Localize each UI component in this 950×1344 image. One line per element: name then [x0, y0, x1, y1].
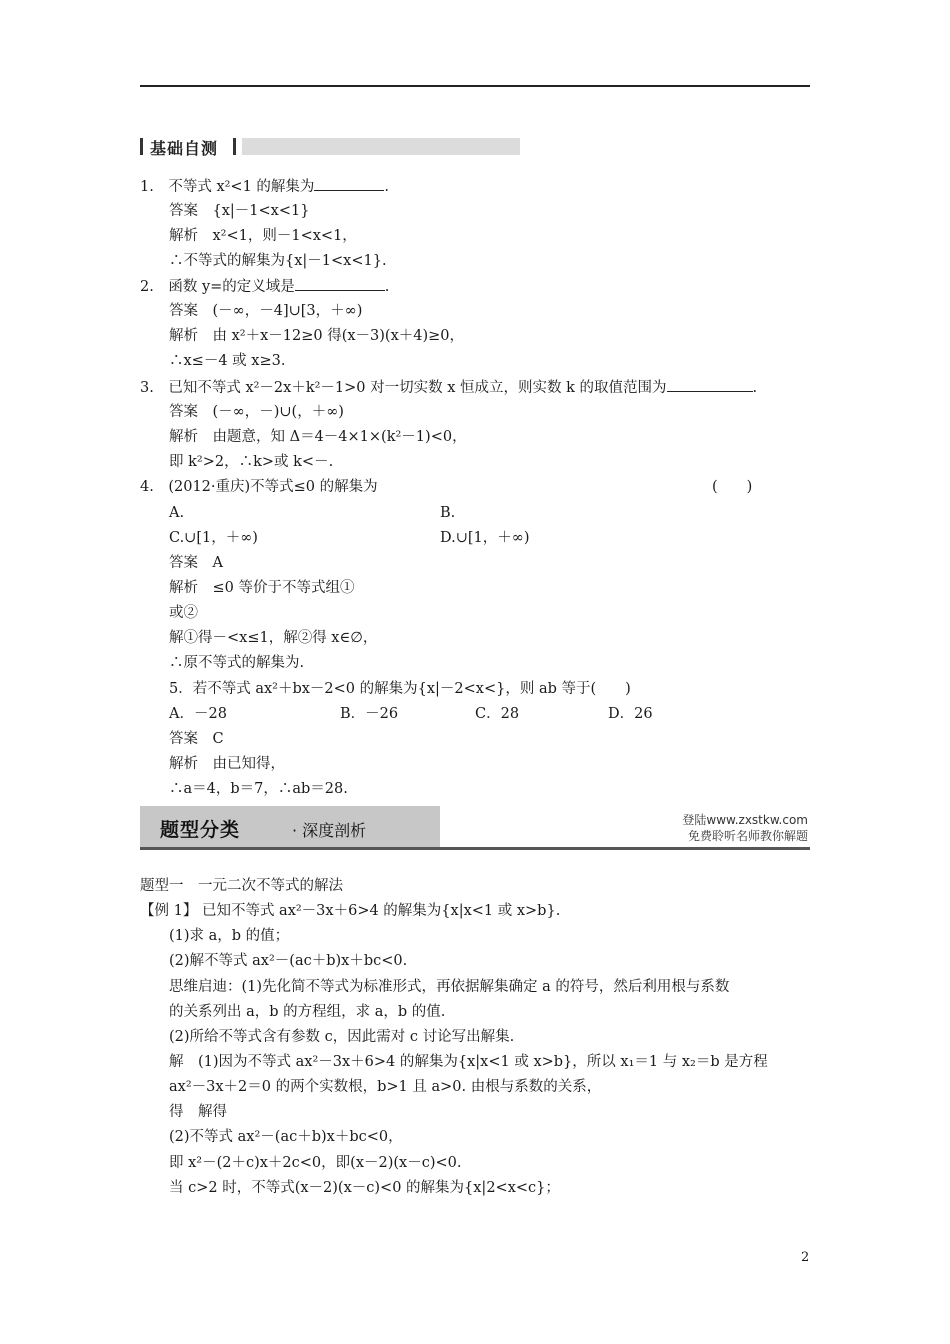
text-line: ∴x≤－4 或 x≥3.: [140, 353, 286, 369]
text-line: 得 解得: [140, 1104, 227, 1120]
option-b: B.: [440, 505, 456, 521]
banner-ad-url: 登陆www.zxstkw.com: [682, 813, 808, 827]
section-header-basic-self-test: [140, 137, 520, 156]
text-line: 2. 函数 y=的定义域是 .: [140, 279, 390, 295]
text-line: 思维启迪：(1)先化简不等式为标准形式，再依据解集确定 a 的符号，然后利用根与系数: [140, 979, 730, 995]
text-line: (2)不等式 ax²－(ac＋b)x＋bc<0，: [140, 1129, 403, 1145]
text-line: 解 (1)因为不等式 ax²－3x＋6>4 的解集为{x|x<1 或 x>b}，所以 x₁＝1 与 x₂＝b 是方程: [140, 1054, 768, 1070]
text-line: 答案 (－∞，－)∪(，＋∞): [140, 404, 344, 420]
answer-paren: ( ): [712, 479, 753, 495]
text-line: 即 x²－(2＋c)x＋2c<0，即(x－2)(x－c)<0.: [140, 1155, 462, 1171]
text-line: 答案 {x|－1<x<1}: [140, 203, 310, 219]
text-line: 解析 由题意，知 Δ＝4－4×1×(k²－1)<0，: [140, 429, 467, 445]
fill-blank: [295, 277, 385, 291]
header-bar-left: [140, 138, 143, 155]
banner-ad-tagline: 免费聆听名师教你解题: [687, 829, 808, 843]
section-title: 基础自测: [150, 139, 219, 158]
section-banner: [140, 806, 810, 851]
text-line: 答案 A: [140, 555, 223, 571]
text-line: ∴a＝4，b＝7，∴ab＝28.: [140, 781, 348, 797]
subsection-title: 题型一 一元二次不等式的解法: [140, 878, 343, 894]
text-line: 答案 C: [140, 731, 224, 747]
text-line: ax²－3x＋2＝0 的两个实数根，b>1 且 a>0. 由根与系数的关系，: [140, 1079, 602, 1095]
option-b: B．－26: [340, 706, 399, 722]
option-a: A.: [140, 505, 185, 521]
fill-blank: [314, 177, 384, 191]
page-number: 2: [801, 1250, 810, 1265]
header-bar-right: [233, 138, 236, 155]
text-line: 即 k²>2，∴k>或 k<－.: [140, 454, 334, 470]
option-d: D.∪[1，＋∞): [440, 530, 530, 546]
top-rule: [140, 85, 810, 87]
fill-blank: [667, 378, 753, 392]
text-line: 解析 由 x²＋x－12≥0 得(x－3)(x＋4)≥0，: [140, 328, 465, 344]
text-line: 1. 不等式 x²<1 的解集为 .: [140, 179, 390, 195]
text-line: 的关系列出 a，b 的方程组，求 a，b 的值.: [140, 1004, 446, 1020]
text-line: 或②: [140, 605, 198, 621]
text-line: 解析 ≤0 等价于不等式组①: [140, 580, 355, 596]
banner-title: 题型分类: [160, 819, 241, 841]
option-c: C.∪[1，＋∞): [140, 530, 258, 546]
text-line: (2)解不等式 ax²－(ac＋b)x＋bc<0.: [140, 953, 408, 969]
text-line: 解①得－<x≤1，解②得 x∈∅，: [140, 630, 378, 646]
text-line: 4. (2012·重庆)不等式≤0 的解集为: [140, 479, 378, 495]
text-line: 解析 x²<1，则－1<x<1，: [140, 228, 357, 244]
header-shade: [242, 138, 520, 155]
text-line: 5．若不等式 ax²＋bx－2<0 的解集为{x|－2<x<}，则 ab 等于( ): [140, 681, 631, 697]
text-line: ∴原不等式的解集为.: [140, 655, 305, 671]
text-line: 解析 由已知得，: [140, 756, 285, 772]
option-c: C．28: [475, 706, 520, 722]
banner-rule: [140, 847, 810, 850]
banner-subtitle: · 深度剖析: [292, 821, 367, 840]
text-line: (2)所给不等式含有参数 c，因此需对 c 讨论写出解集.: [140, 1029, 515, 1045]
text-line: (1)求 a，b 的值；: [140, 928, 290, 944]
text-line: 答案 (－∞，－4]∪[3，＋∞): [140, 303, 363, 319]
text-line: 当 c>2 时，不等式(x－2)(x－c)<0 的解集为{x|2<x<c}；: [140, 1180, 560, 1196]
option-d: D．26: [608, 706, 653, 722]
option-a: A．－28: [140, 706, 227, 722]
text-line: 3. 已知不等式 x²－2x＋k²－1>0 对一切实数 x 恒成立，则实数 k 的取值范围为 .: [140, 380, 758, 396]
example-title: 【例 1】 已知不等式 ax²－3x＋6>4 的解集为{x|x<1 或 x>b}.: [140, 903, 561, 919]
text-line: ∴不等式的解集为{x|－1<x<1}.: [140, 253, 387, 269]
